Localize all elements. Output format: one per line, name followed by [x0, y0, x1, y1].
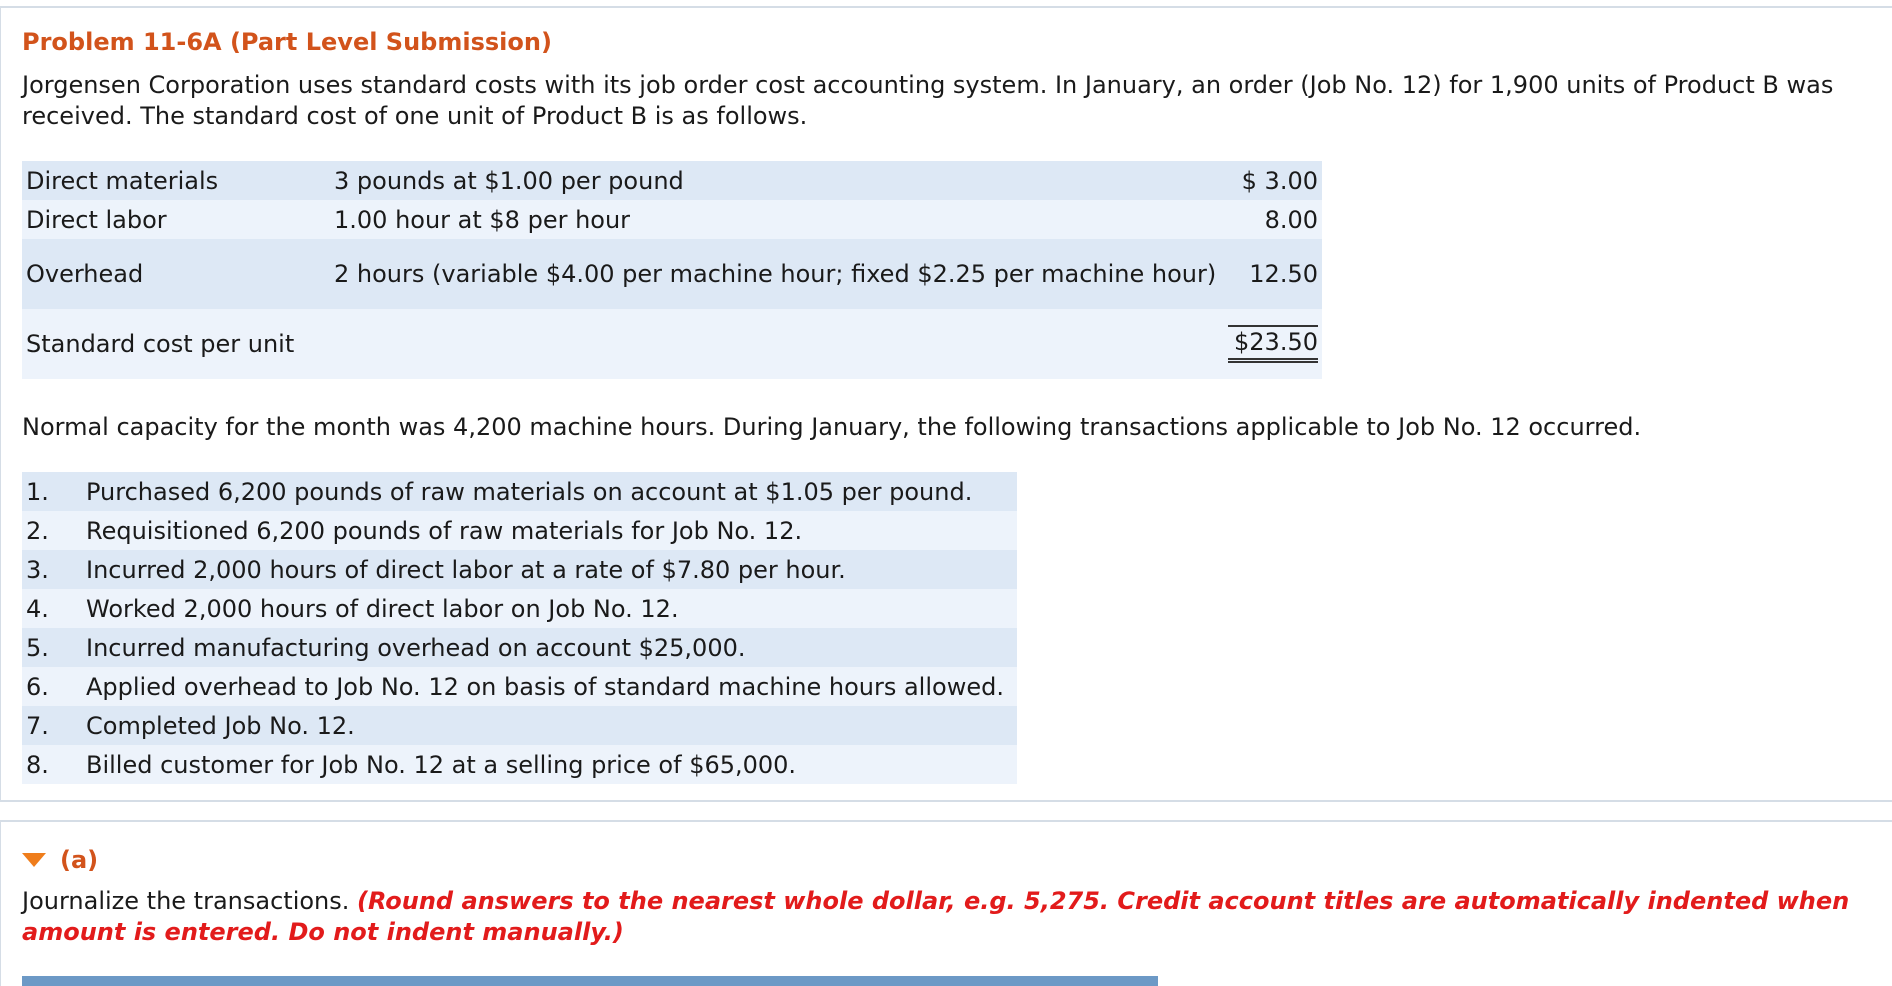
cost-amount: 8.00 — [1224, 200, 1322, 239]
instruction-text: Journalize the transactions. — [22, 887, 358, 915]
part-a-instructions — [22, 886, 1872, 948]
list-text: Billed customer for Job No. 12 at a selling price of $65,000. — [82, 745, 1017, 784]
list-item — [22, 628, 1017, 667]
standard-cost-table — [22, 161, 1322, 379]
list-item — [22, 472, 1017, 511]
cost-item: Direct materials — [22, 161, 330, 200]
cost-row — [22, 200, 1322, 239]
list-number: 7. — [22, 706, 82, 745]
cost-item: Direct labor — [22, 200, 330, 239]
journal-table-header-bar — [22, 976, 1158, 986]
list-text: Completed Job No. 12. — [82, 706, 1017, 745]
problem-title: Problem 11-6A (Part Level Submission) — [22, 28, 552, 56]
cost-row — [22, 161, 1322, 200]
part-a-header[interactable] — [22, 846, 98, 874]
cost-total-amount: $23.50 — [1228, 325, 1318, 363]
list-text: Incurred manufacturing overhead on account $25,000. — [82, 628, 1017, 667]
list-item — [22, 511, 1017, 550]
list-item — [22, 550, 1017, 589]
cost-detail: 3 pounds at $1.00 per pound — [330, 161, 1224, 200]
list-text: Requisitioned 6,200 pounds of raw materials for Job No. 12. — [82, 511, 1017, 550]
cost-item: Overhead — [22, 239, 330, 309]
problem-intro: Jorgensen Corporation uses standard costs with its job order cost accounting system. In January, an order (Job No. 12) for 1,900 units of Product B was received. The standard cost of one unit of Product B is as follows. — [22, 71, 1834, 130]
instruction-note: (Round answers to the nearest whole dollar, e.g. 5,275. Credit account titles are automatically indented when amount is entered. Do not indent manually.) — [22, 887, 1850, 946]
cost-row — [22, 239, 1322, 309]
capacity-text: Normal capacity for the month was 4,200 machine hours. During January, the following transactions applicable to Job No. 12 occurred. — [22, 413, 1642, 441]
cost-detail — [330, 309, 1224, 379]
cost-item: Standard cost per unit — [22, 309, 330, 379]
list-text: Applied overhead to Job No. 12 on basis of standard machine hours allowed. — [82, 667, 1017, 706]
part-a-label: (a) — [60, 846, 99, 874]
cost-total-row — [22, 309, 1322, 379]
list-text: Worked 2,000 hours of direct labor on Job No. 12. — [82, 589, 1017, 628]
list-number: 8. — [22, 745, 82, 784]
triangle-down-icon[interactable] — [22, 853, 46, 867]
list-item — [22, 745, 1017, 784]
cost-detail: 2 hours (variable $4.00 per machine hour; fixed $2.25 per machine hour) — [330, 239, 1224, 309]
list-text: Purchased 6,200 pounds of raw materials on account at $1.05 per pound. — [82, 472, 1017, 511]
list-number: 6. — [22, 667, 82, 706]
list-number: 2. — [22, 511, 82, 550]
list-item — [22, 706, 1017, 745]
list-item — [22, 589, 1017, 628]
cost-amount: 12.50 — [1224, 239, 1322, 309]
list-text: Incurred 2,000 hours of direct labor at a rate of $7.80 per hour. — [82, 550, 1017, 589]
cost-detail: 1.00 hour at $8 per hour — [330, 200, 1224, 239]
cost-amount: $ 3.00 — [1224, 161, 1322, 200]
list-number: 4. — [22, 589, 82, 628]
list-item — [22, 667, 1017, 706]
list-number: 5. — [22, 628, 82, 667]
list-number: 1. — [22, 472, 82, 511]
list-number: 3. — [22, 550, 82, 589]
transaction-list — [22, 472, 1017, 784]
